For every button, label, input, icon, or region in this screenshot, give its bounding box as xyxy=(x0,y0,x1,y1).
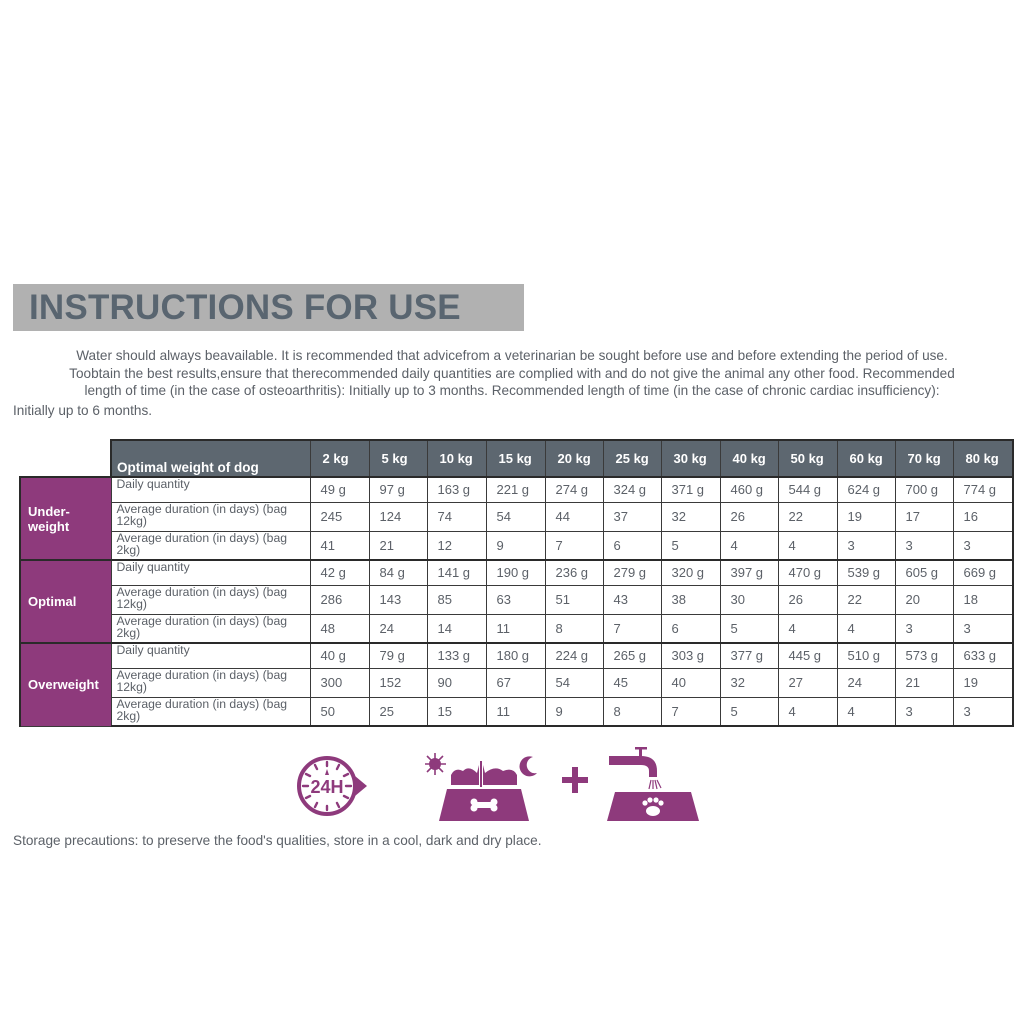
table-cell: 180 g xyxy=(486,643,545,668)
table-cell: 510 g xyxy=(837,643,895,668)
table-cell: 3 xyxy=(953,531,1013,560)
table-cell: 141 g xyxy=(427,560,486,585)
table-cell: 79 g xyxy=(369,643,427,668)
table-cell: 224 g xyxy=(545,643,603,668)
row-label: Average duration (in days) (bag 2kg) xyxy=(111,614,310,643)
table-cell: 30 xyxy=(720,585,778,614)
table-row xyxy=(20,614,1013,643)
table-cell: 84 g xyxy=(369,560,427,585)
table-cell: 377 g xyxy=(720,643,778,668)
table-cell: 5 xyxy=(661,531,720,560)
table-cell: 236 g xyxy=(545,560,603,585)
water-tap-bowl-icon xyxy=(605,747,705,823)
table-cell: 50 xyxy=(310,697,369,726)
table-cell: 40 g xyxy=(310,643,369,668)
row-label: Daily quantity xyxy=(111,643,310,668)
header-weight-8: 50 kg xyxy=(778,440,837,477)
table-cell: 4 xyxy=(720,531,778,560)
table-cell: 16 xyxy=(953,502,1013,531)
row-label: Daily quantity xyxy=(111,477,310,502)
row-label: Average duration (in days) (bag 12kg) xyxy=(111,585,310,614)
header-weight-4: 20 kg xyxy=(545,440,603,477)
header-weight-0: 2 kg xyxy=(310,440,369,477)
intro-text xyxy=(13,347,1011,419)
svg-text:24H: 24H xyxy=(310,777,344,797)
table-cell: 190 g xyxy=(486,560,545,585)
table-cell: 27 xyxy=(778,668,837,697)
table-cell: 38 xyxy=(661,585,720,614)
table-cell: 397 g xyxy=(720,560,778,585)
table-row xyxy=(20,531,1013,560)
table-header-row xyxy=(20,440,1013,477)
intro-line: Initially up to 6 months. xyxy=(13,402,153,418)
table-cell: 32 xyxy=(720,668,778,697)
table-cell: 605 g xyxy=(895,560,953,585)
table-cell: 54 xyxy=(486,502,545,531)
header-weight-2: 10 kg xyxy=(427,440,486,477)
row-label: Average duration (in days) (bag 12kg) xyxy=(111,668,310,697)
table-cell: 49 g xyxy=(310,477,369,502)
header-weight-11: 80 kg xyxy=(953,440,1013,477)
feeding-icons xyxy=(290,745,710,825)
table-corner xyxy=(20,440,111,477)
table-cell: 32 xyxy=(661,502,720,531)
table-cell: 445 g xyxy=(778,643,837,668)
table-cell: 5 xyxy=(720,697,778,726)
table-cell: 3 xyxy=(953,697,1013,726)
table-row xyxy=(20,477,1013,502)
table-cell: 245 xyxy=(310,502,369,531)
table-cell: 3 xyxy=(895,697,953,726)
table-cell: 8 xyxy=(603,697,661,726)
table-cell: 133 g xyxy=(427,643,486,668)
table-row xyxy=(20,643,1013,668)
table-cell: 21 xyxy=(369,531,427,560)
header-weight-5: 25 kg xyxy=(603,440,661,477)
table-cell: 4 xyxy=(837,697,895,726)
table-cell: 11 xyxy=(486,614,545,643)
table-cell: 18 xyxy=(953,585,1013,614)
table-cell: 5 xyxy=(720,614,778,643)
table-cell: 14 xyxy=(427,614,486,643)
table-cell: 12 xyxy=(427,531,486,560)
table-cell: 74 xyxy=(427,502,486,531)
intro-line: Toobtain the best results,ensure that therecommended daily quantities are complied with and do not give the animal any other food. Recommended xyxy=(69,365,955,381)
group-label: Optimal xyxy=(20,560,111,643)
row-label: Average duration (in days) (bag 2kg) xyxy=(111,531,310,560)
table-cell: 320 g xyxy=(661,560,720,585)
table-cell: 371 g xyxy=(661,477,720,502)
header-weight-9: 60 kg xyxy=(837,440,895,477)
table-cell: 25 xyxy=(369,697,427,726)
table-cell: 7 xyxy=(545,531,603,560)
row-label: Average duration (in days) (bag 2kg) xyxy=(111,697,310,726)
table-cell: 143 xyxy=(369,585,427,614)
header-weight-10: 70 kg xyxy=(895,440,953,477)
table-row xyxy=(20,585,1013,614)
table-row xyxy=(20,502,1013,531)
table-cell: 54 xyxy=(545,668,603,697)
table-cell: 303 g xyxy=(661,643,720,668)
table-cell: 22 xyxy=(837,585,895,614)
table-cell: 3 xyxy=(837,531,895,560)
header-weight-3: 15 kg xyxy=(486,440,545,477)
header-weight-label: Optimal weight of dog xyxy=(111,440,310,477)
header-weight-1: 5 kg xyxy=(369,440,427,477)
table-cell: 221 g xyxy=(486,477,545,502)
table-cell: 324 g xyxy=(603,477,661,502)
table-cell: 163 g xyxy=(427,477,486,502)
table-cell: 3 xyxy=(895,614,953,643)
table-cell: 45 xyxy=(603,668,661,697)
table-cell: 26 xyxy=(720,502,778,531)
group-label: Under-weight xyxy=(20,477,111,560)
table-cell: 152 xyxy=(369,668,427,697)
table-cell: 24 xyxy=(837,668,895,697)
table-cell: 15 xyxy=(427,697,486,726)
intro-line: length of time (in the case of osteoarthritis): Initially up to 3 months. Recommended length of time (in the case of chronic cardiac insufficiency): xyxy=(84,383,940,398)
table-cell: 67 xyxy=(486,668,545,697)
table-cell: 700 g xyxy=(895,477,953,502)
table-cell: 90 xyxy=(427,668,486,697)
table-cell: 26 xyxy=(778,585,837,614)
page-title: INSTRUCTIONS FOR USE xyxy=(29,288,461,327)
table-cell: 85 xyxy=(427,585,486,614)
table-cell: 41 xyxy=(310,531,369,560)
table-cell: 3 xyxy=(953,614,1013,643)
header-weight-7: 40 kg xyxy=(720,440,778,477)
table-cell: 63 xyxy=(486,585,545,614)
table-cell: 44 xyxy=(545,502,603,531)
table-cell: 48 xyxy=(310,614,369,643)
table-cell: 7 xyxy=(661,697,720,726)
table-cell: 24 xyxy=(369,614,427,643)
table-cell: 470 g xyxy=(778,560,837,585)
table-cell: 460 g xyxy=(720,477,778,502)
table-cell: 3 xyxy=(895,531,953,560)
table-row xyxy=(20,668,1013,697)
table-cell: 19 xyxy=(837,502,895,531)
header-weight-6: 30 kg xyxy=(661,440,720,477)
table-cell: 19 xyxy=(953,668,1013,697)
table-cell: 669 g xyxy=(953,560,1013,585)
row-label: Daily quantity xyxy=(111,560,310,585)
table-cell: 51 xyxy=(545,585,603,614)
table-cell: 9 xyxy=(545,697,603,726)
table-cell: 22 xyxy=(778,502,837,531)
table-cell: 274 g xyxy=(545,477,603,502)
plus-icon xyxy=(562,767,588,793)
table-cell: 124 xyxy=(369,502,427,531)
table-cell: 43 xyxy=(603,585,661,614)
table-cell: 633 g xyxy=(953,643,1013,668)
row-label: Average duration (in days) (bag 12kg) xyxy=(111,502,310,531)
table-cell: 6 xyxy=(661,614,720,643)
table-cell: 40 xyxy=(661,668,720,697)
storage-precautions: Storage precautions: to preserve the food's qualities, store in a cool, dark and dry place. xyxy=(13,833,542,848)
table-cell: 4 xyxy=(778,697,837,726)
table-cell: 9 xyxy=(486,531,545,560)
table-row xyxy=(20,560,1013,585)
table-cell: 300 xyxy=(310,668,369,697)
table-cell: 573 g xyxy=(895,643,953,668)
table-cell: 97 g xyxy=(369,477,427,502)
table-cell: 265 g xyxy=(603,643,661,668)
24h-clock-icon xyxy=(295,753,375,819)
table-row xyxy=(20,697,1013,726)
table-cell: 4 xyxy=(778,531,837,560)
table-cell: 7 xyxy=(603,614,661,643)
table-cell: 4 xyxy=(837,614,895,643)
title-bar xyxy=(13,284,524,331)
intro-line: Water should always beavailable. It is recommended that advicefrom a veterinarian be sought before use and before extending the period of use. xyxy=(76,348,948,363)
table-cell: 20 xyxy=(895,585,953,614)
table-cell: 279 g xyxy=(603,560,661,585)
table-cell: 774 g xyxy=(953,477,1013,502)
table-cell: 544 g xyxy=(778,477,837,502)
table-cell: 21 xyxy=(895,668,953,697)
table-cell: 624 g xyxy=(837,477,895,502)
table-cell: 286 xyxy=(310,585,369,614)
day-night-food-bowl-icon xyxy=(425,747,540,823)
table-cell: 4 xyxy=(778,614,837,643)
table-cell: 42 g xyxy=(310,560,369,585)
table-cell: 37 xyxy=(603,502,661,531)
feeding-table xyxy=(19,439,1014,727)
table-cell: 6 xyxy=(603,531,661,560)
table-cell: 539 g xyxy=(837,560,895,585)
table-cell: 11 xyxy=(486,697,545,726)
table-cell: 17 xyxy=(895,502,953,531)
group-label: Overweight xyxy=(20,643,111,726)
table-cell: 8 xyxy=(545,614,603,643)
